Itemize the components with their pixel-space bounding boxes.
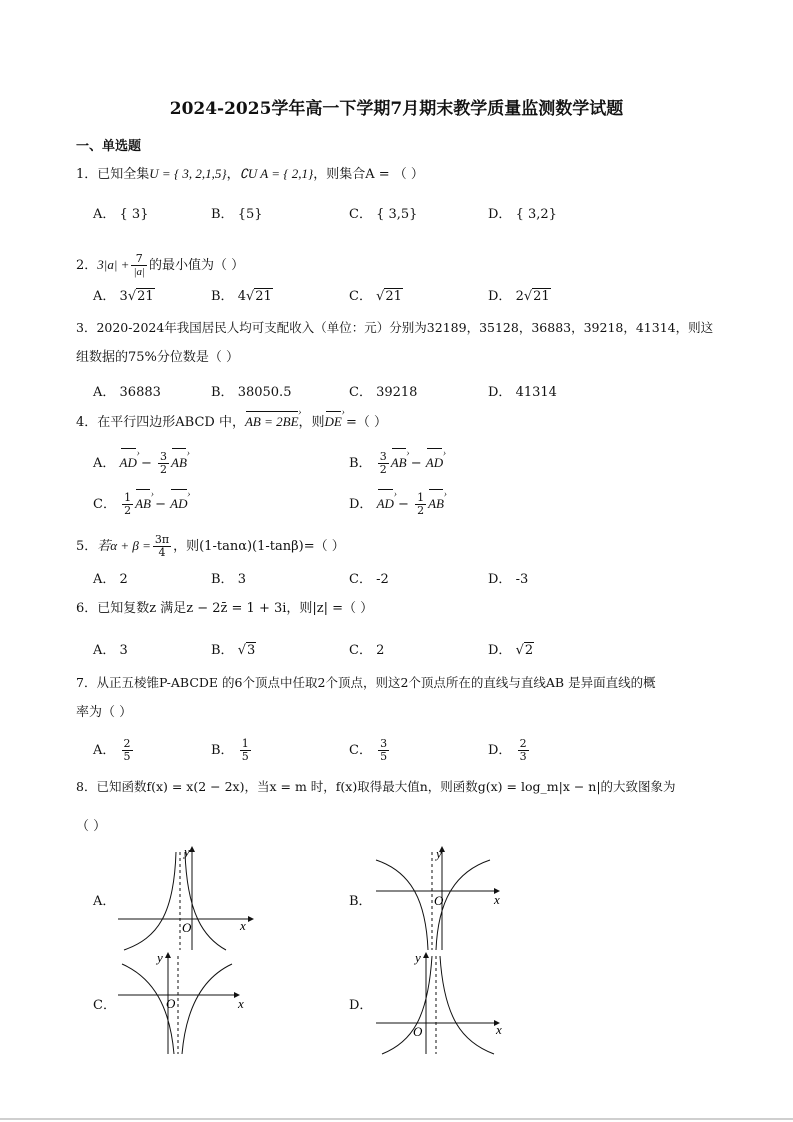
q5-option-d[interactable]: D． -3 bbox=[488, 572, 529, 587]
question-4: 4．在平行四边形ABCD 中，AB = 2BE ›，则DE › =（ ） bbox=[76, 413, 387, 432]
graph-c-origin-label: O bbox=[166, 996, 176, 1011]
graph-d-x-label: x bbox=[496, 1022, 502, 1037]
graph-b-y-label: y bbox=[436, 846, 442, 861]
q5-option-c[interactable]: C． -2 bbox=[349, 572, 389, 587]
page-title: 2024-2025学年高一下学期7月期末教学质量监测数学试题 bbox=[169, 99, 624, 119]
q8-graph-d[interactable] bbox=[368, 946, 518, 1058]
question-3-line2: 组数据的75%分位数是（ ） bbox=[76, 350, 240, 365]
question-7-line1: 7．从正五棱锥P-ABCDE 的6个顶点中任取2个顶点，则这2个顶点所在的直线与直线AB 是异面直线的概 bbox=[76, 675, 656, 690]
question-1: 1．已知全集U = { 3, 2,1,5}，∁U A = { 2,1}，则集合A = （ ） bbox=[76, 166, 424, 182]
question-3-line1: 3．2020-2024年我国居民人均可支配收入（单位：元）分别为32189，35128，36883，39218，41314，则这 bbox=[76, 320, 714, 335]
q7-option-a[interactable]: A． $\frac{2}{5}$ bbox=[93, 737, 131, 763]
q4-option-d[interactable]: D． AD › − $\frac{1}{2}$ AB › bbox=[349, 491, 444, 518]
graph-c-y-label: y bbox=[157, 950, 163, 965]
q8-option-c-label[interactable]: C． bbox=[93, 998, 116, 1013]
question-2: 2．3|a| + $\frac{7}{|a|}$ 的最小值为（ ） bbox=[76, 252, 245, 278]
q3-option-b[interactable]: B． 38050.5 bbox=[211, 385, 292, 400]
graph-a-y-label: y bbox=[184, 844, 190, 859]
question-8-line2: （ ） bbox=[76, 819, 107, 834]
q4-option-b[interactable]: B． $\frac{3}{2}$ AB › − AD › bbox=[349, 450, 443, 477]
q1-option-b[interactable]: B． {5} bbox=[211, 207, 263, 222]
q1-option-a[interactable]: A． { 3} bbox=[93, 207, 149, 222]
page-bottom-rule bbox=[0, 1118, 793, 1120]
q8-option-a-label[interactable]: A． bbox=[93, 894, 116, 909]
q6-option-b[interactable]: B． √3 bbox=[211, 643, 256, 658]
graph-d-y-label: y bbox=[415, 950, 421, 965]
question-7-line2: 率为（ ） bbox=[76, 705, 133, 720]
question-5: 5．若α + β = $\frac{3\pi}{4}$ ，则(1-tanα)(1-tanβ)=（ ） bbox=[76, 533, 345, 559]
q8-option-d-label[interactable]: D． bbox=[349, 998, 373, 1013]
section-heading: 一、单选题 bbox=[76, 139, 142, 154]
q2-option-c[interactable]: C． √21 bbox=[349, 289, 402, 304]
q3-option-a[interactable]: A． 36883 bbox=[93, 385, 161, 400]
q4-option-c[interactable]: C． $\frac{1}{2}$ AB › − AD › bbox=[93, 491, 188, 518]
graph-b-x-label: x bbox=[494, 892, 500, 907]
q4-option-a[interactable]: A． AD › − $\frac{3}{2}$ AB › bbox=[93, 450, 187, 477]
q2-option-b[interactable]: B． 4√21 bbox=[211, 289, 272, 304]
q7-option-d[interactable]: D． $\frac{2}{3}$ bbox=[488, 737, 527, 763]
q3-option-c[interactable]: C． 39218 bbox=[349, 385, 418, 400]
q8-option-b-label[interactable]: B． bbox=[349, 894, 372, 909]
q6-option-d[interactable]: D． √2 bbox=[488, 643, 534, 658]
q7-option-c[interactable]: C． $\frac{3}{5}$ bbox=[349, 737, 388, 763]
question-6: 6．已知复数z 满足z − 2z̄ = 1 + 3i，则|z| =（ ） bbox=[76, 601, 374, 616]
q8-graph-b[interactable] bbox=[368, 842, 518, 954]
graph-c-x-label: x bbox=[238, 996, 244, 1011]
q7-option-b[interactable]: B． $\frac{1}{5}$ bbox=[211, 737, 249, 763]
q1-option-c[interactable]: C． { 3,5} bbox=[349, 207, 418, 222]
q1-option-d[interactable]: D． { 3,2} bbox=[488, 207, 557, 222]
graph-d-origin-label: O bbox=[413, 1024, 423, 1039]
graph-a-x-label: x bbox=[240, 918, 246, 933]
q8-graph-a[interactable] bbox=[110, 842, 260, 954]
q5-option-a[interactable]: A． 2 bbox=[93, 572, 128, 587]
q2-option-d[interactable]: D． 2√21 bbox=[488, 289, 550, 304]
question-8-line1: 8．已知函数f(x) = x(2 − 2x)，当x = m 时，f(x)取得最大值n，则函数g(x) = log_m|x − n|的大致图象为 bbox=[76, 779, 676, 794]
q6-option-a[interactable]: A． 3 bbox=[93, 643, 128, 658]
q5-option-b[interactable]: B． 3 bbox=[211, 572, 246, 587]
q3-option-d[interactable]: D． 41314 bbox=[488, 385, 557, 400]
q6-option-c[interactable]: C． 2 bbox=[349, 643, 385, 658]
q2-option-a[interactable]: A． 3√21 bbox=[93, 289, 154, 304]
q8-graph-c[interactable] bbox=[110, 946, 260, 1058]
graph-b-origin-label: O bbox=[434, 893, 444, 908]
graph-a-origin-label: O bbox=[182, 920, 192, 935]
